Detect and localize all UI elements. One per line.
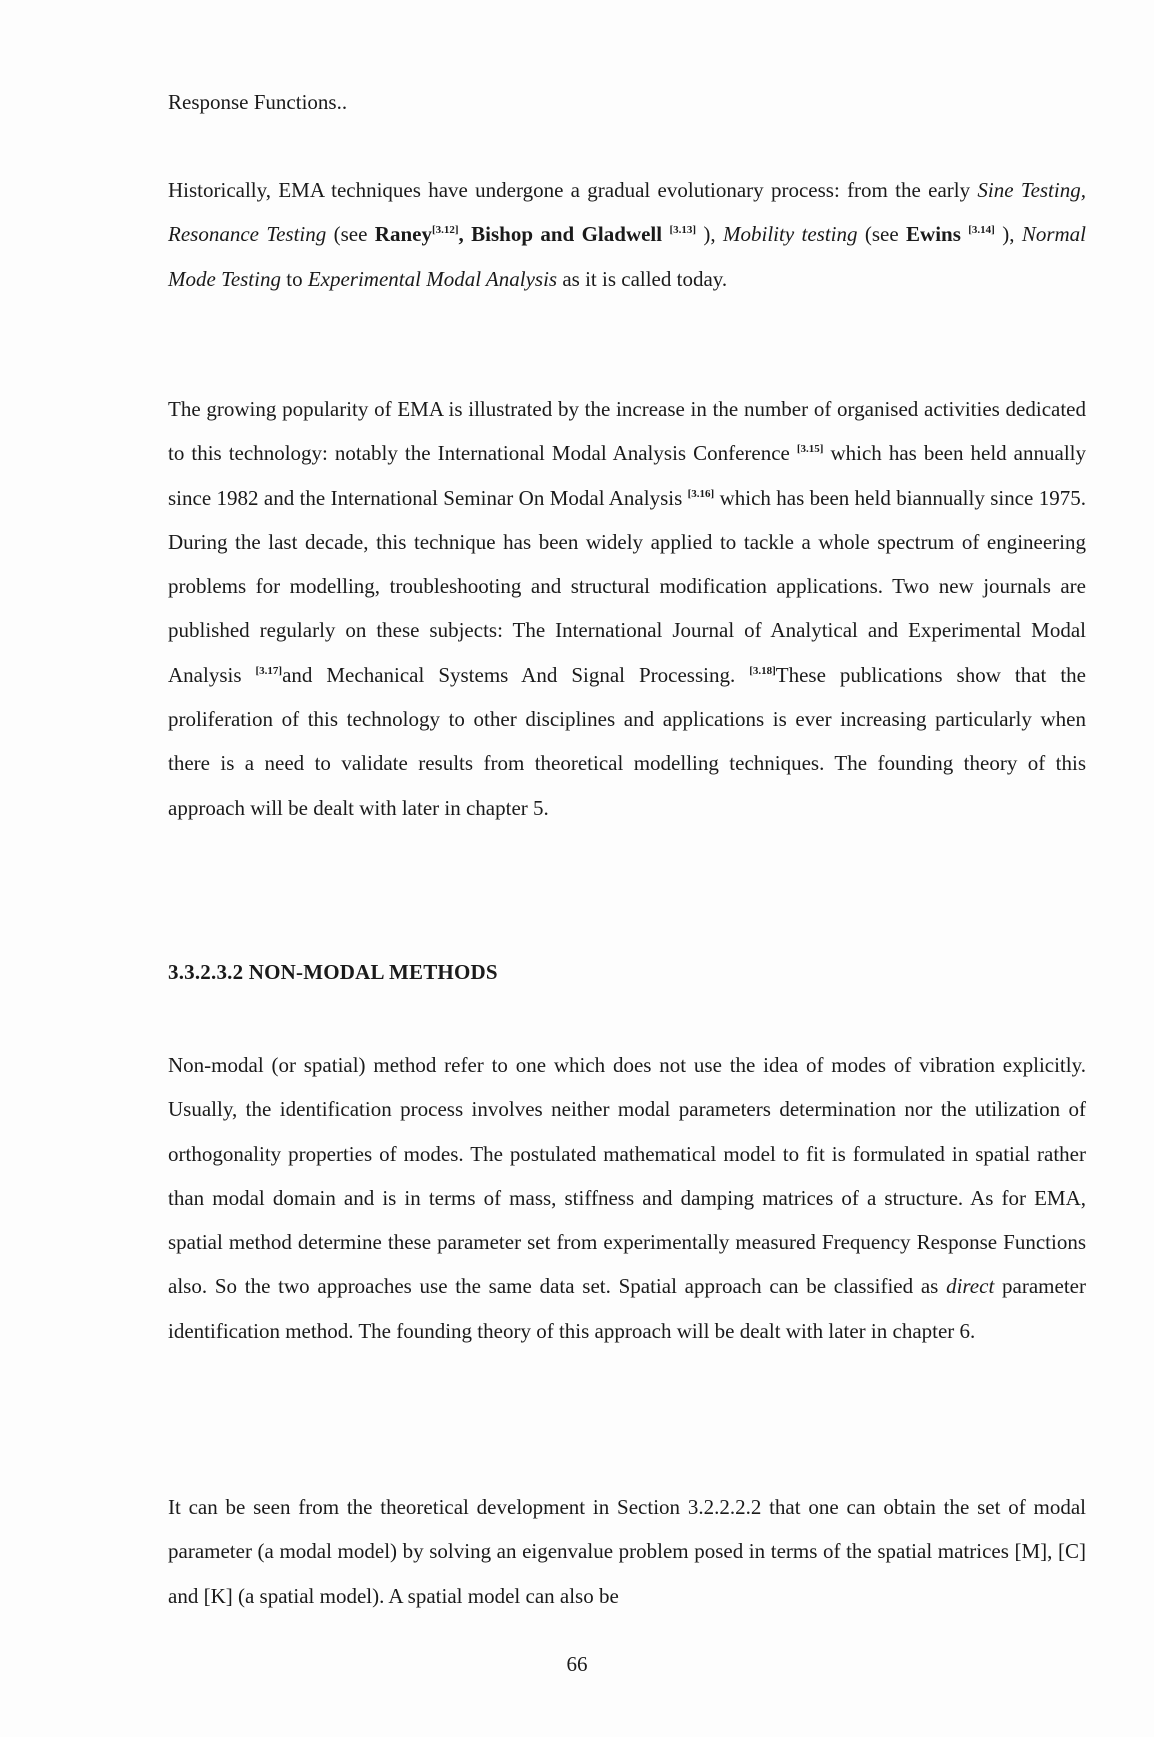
text-run: (see	[326, 222, 375, 247]
author-bishop-gladwell: Bishop and Gladwell	[471, 222, 663, 247]
text-run: ,	[458, 222, 472, 247]
text-run: as it is called today.	[557, 266, 728, 291]
term-experimental-modal-analysis: Experimental Modal Analysis	[307, 266, 558, 291]
term-mobility-testing: Mobility testing	[723, 222, 858, 247]
page-number: 66	[566, 1652, 588, 1676]
term-normal-mode-testing: Normal Mode Testing	[168, 222, 1086, 291]
text-run: ),	[696, 222, 723, 247]
opening-line: Response Functions..	[168, 90, 348, 114]
reference-3-17: [3.17]	[255, 664, 283, 677]
reference-3-16: [3.16]	[687, 487, 715, 500]
paragraph-popularity	[168, 387, 1086, 830]
term-sine-testing: Sine Testing,	[977, 178, 1086, 202]
text-run: Non-modal (or spatial) method refer to one which does not use the idea of modes of vibration explicitly. Usually, the identification process involves neither modal parameters determination nor the utilization of orthogonality properties of modes. The postulated mathematical model to fit is formulated in spatial rather than modal domain and is in terms of mass, stiffness and damping matrices of a structure. As for EMA, spatial method determine these parameter set from experimentally measured Frequency Response Functions also. So the two approaches use the same data set. Spatial approach can be classified as	[168, 1053, 1086, 1299]
term-direct: direct	[946, 1274, 995, 1299]
text-run: The growing popularity of EMA is illustrated by the increase in the number of organised activities dedicated to this technology: notably the International Modal Analysis Conference	[168, 397, 1086, 466]
text-run: parameter identification method. The founding theory of this approach will be dealt with later in chapter 6.	[168, 1274, 1086, 1343]
reference-3-12: [3.12]	[431, 224, 459, 237]
text-run: to	[280, 266, 308, 291]
reference-3-13: [3.13]	[669, 224, 697, 237]
term-resonance-testing: Resonance Testing	[168, 222, 327, 247]
author-ewins: Ewins	[906, 222, 961, 247]
text-run: These publications show that the proliferation of this technology to other disciplines and applications is ever increasing particularly when there is a need to validate results from theoretical modelling techniques. The founding theory of this approach will be dealt with later in chapter 5.	[168, 662, 1087, 820]
reference-3-15: [3.15]	[796, 443, 824, 456]
text-run: and Mechanical Systems And Signal Processing.	[282, 662, 750, 687]
text-run: ),	[994, 222, 1022, 247]
author-raney: Raney	[374, 222, 432, 247]
paragraph-history	[168, 168, 1086, 301]
text-run: Historically, EMA techniques have undergone a gradual evolutionary process: from the early	[168, 178, 978, 202]
reference-3-14: [3.14]	[968, 224, 995, 237]
text-run: (see	[857, 222, 907, 247]
reference-3-18: [3.18]	[749, 664, 776, 677]
section-heading: 3.3.2.3.2 NON-MODAL METHODS	[168, 960, 498, 984]
text-run: which has been held biannually since 1975. During the last decade, this technique has been widely applied to tackle a whole spectrum of engineering problems for modelling, troubleshooting and structural modification applications. Two new journals are published regularly on these subjects: The International Journal of Analytical and Experimental Modal Analysis	[168, 485, 1086, 687]
text-run: which has been held annually since 1982 and the International Seminar On Modal Analysis	[168, 441, 1086, 510]
paragraph-theory: It can be seen from the theoretical development in Section 3.2.2.2.2 that one can obtain the set of modal parameter (a modal model) by solving an eigenvalue problem posed in terms of the spatial matrices [M], [C] and [K] (a spatial model). A spatial model can also be	[168, 1495, 1086, 1608]
paragraph-non-modal	[168, 1043, 1086, 1353]
